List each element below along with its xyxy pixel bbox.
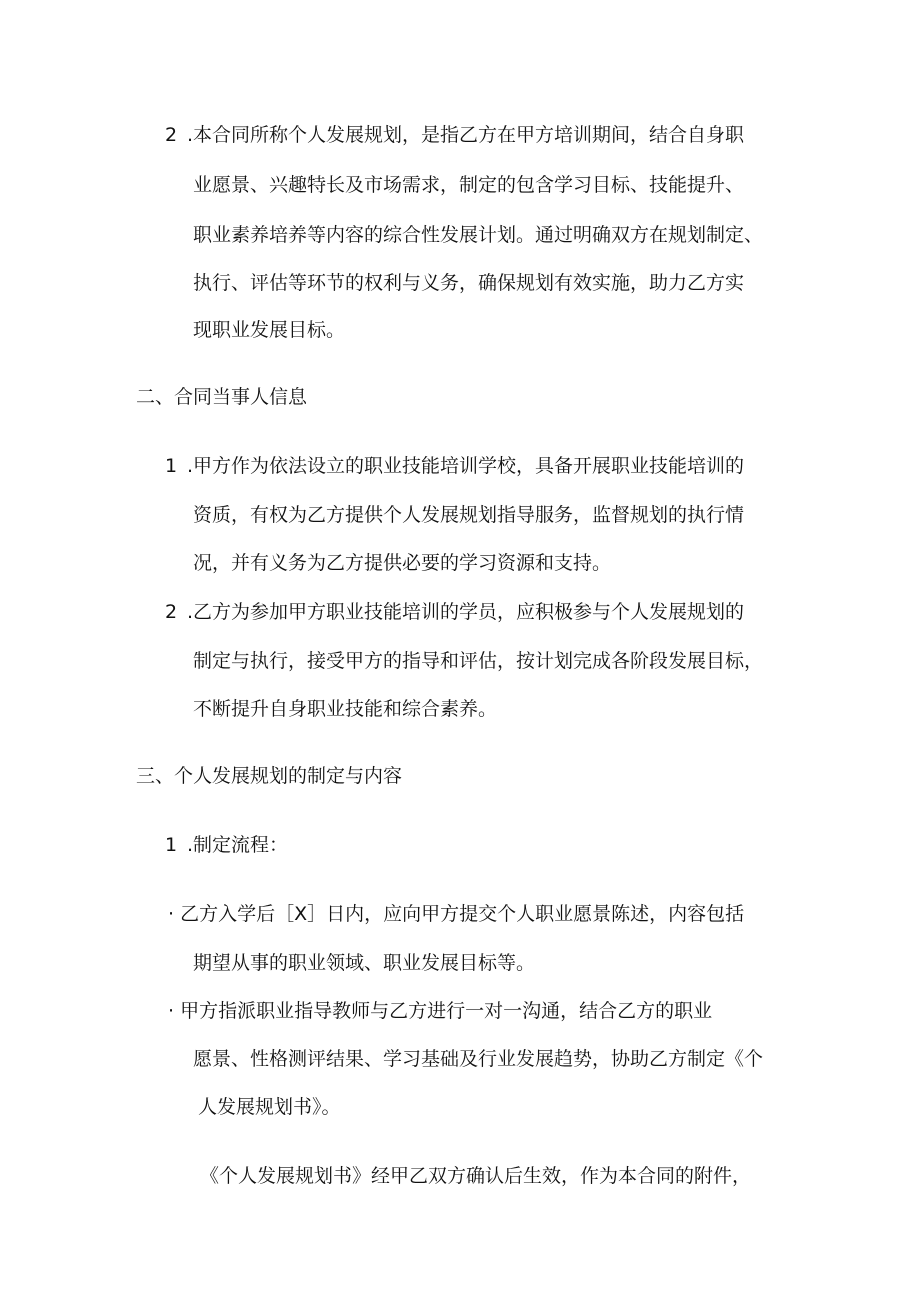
paragraph-line: 资质，有权为乙方提供个人发展规划指导服务，监督规划的执行情 [193, 504, 745, 526]
paragraph-line [165, 599, 744, 625]
bullet-line: · 甲方指派职业指导教师与乙方进行一对一沟通，结合乙方的职业 [168, 1000, 713, 1022]
paragraph-line: 《个人发展规划书》经甲乙双方确认后生效，作为本合同的附件， [200, 1165, 752, 1187]
item-number: 2 [165, 601, 178, 623]
item-number: 2 [165, 124, 178, 146]
item-number: 1 [165, 455, 178, 477]
paragraph-line: 人发展规划书》。 [198, 1096, 341, 1118]
paragraph-line [165, 453, 744, 479]
paragraph-text: .本合同所称个人发展规划，是指乙方在甲方培训期间，结合自身职 [187, 124, 745, 146]
paragraph-line [165, 122, 744, 148]
paragraph-line: 不断提升自身职业技能和综合素养。 [193, 698, 498, 720]
paragraph-line: 职业素养培养等内容的综合性发展计划。通过明确双方在规划制定、 [193, 224, 764, 246]
bullet-line: · 乙方入学后［X］日内，应向甲方提交个人职业愿景陈述，内容包括 [168, 903, 745, 925]
section-heading: 二、合同当事人信息 [136, 386, 308, 408]
paragraph-line: 况，并有义务为乙方提供必要的学习资源和支持。 [193, 552, 612, 574]
paragraph-line: 现职业发展目标。 [193, 319, 346, 341]
section-heading: 三、个人发展规划的制定与内容 [136, 765, 403, 787]
paragraph-text: .乙方为参加甲方职业技能培训的学员，应积极参与个人发展规划的 [187, 601, 745, 623]
paragraph-line: 期望从事的职业领域、职业发展目标等。 [193, 952, 536, 974]
paragraph-line [165, 832, 288, 858]
paragraph-text: .甲方作为依法设立的职业技能培训学校，具备开展职业技能培训的 [187, 455, 745, 477]
paragraph-line: 愿景、性格测评结果、学习基础及行业发展趋势，协助乙方制定《个 [193, 1048, 764, 1070]
item-number: 1 [165, 834, 178, 856]
paragraph-line: 业愿景、兴趣特长及市场需求，制定的包含学习目标、技能提升、 [193, 174, 745, 196]
paragraph-text: .制定流程： [187, 834, 289, 856]
paragraph-line: 制定与执行，接受甲方的指导和评估，按计划完成各阶段发展目标， [193, 650, 764, 672]
paragraph-line: 执行、评估等环节的权利与义务，确保规划有效实施，助力乙方实 [193, 272, 745, 294]
